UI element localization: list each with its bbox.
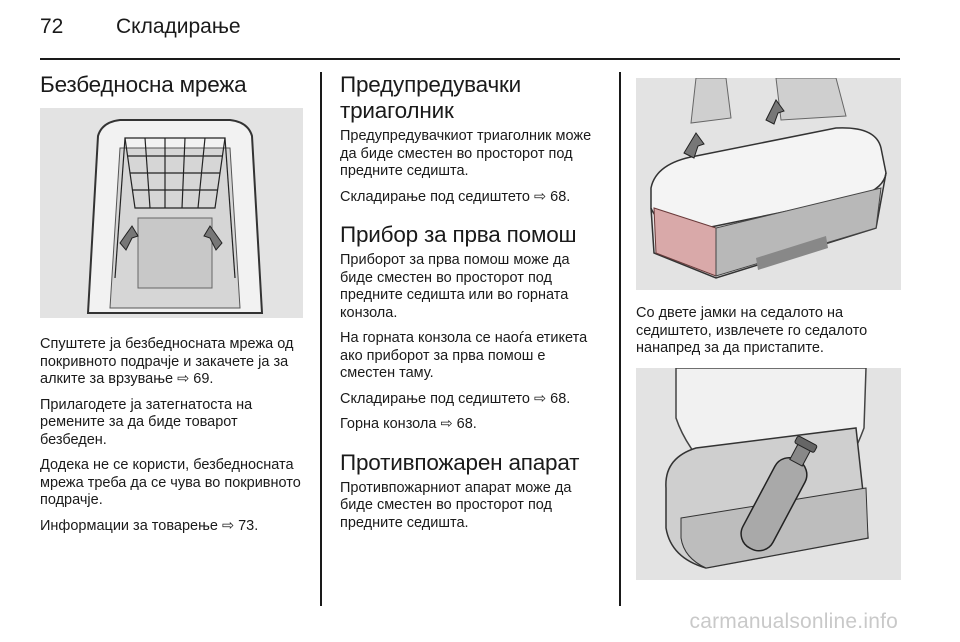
- first-aid-text-4: Горна конзола ⇨ 68.: [340, 416, 477, 432]
- safety-net-text-1: Спуштете ја безбедносната мрежа од покривното подрачје и закачете ја за алките за врзување ⇨ 69.: [40, 336, 294, 387]
- warning-triangle-text-2: Складирање под седиштето ⇨ 68.: [340, 188, 571, 205]
- first-aid-text-2: На горната конзола се наоѓа етикета ако приборот за прва помош е сместен таму.: [340, 330, 588, 381]
- header-divider: [40, 58, 900, 60]
- fire-extinguisher-illustration: [636, 368, 901, 580]
- heading-first-aid: Прибор за прва помош: [340, 222, 577, 247]
- heading-safety-net: Безбедносна мрежа: [40, 72, 247, 97]
- safety-net-text-2: Прилагодете ја затегнатоста на ремените за да биде товарот безбеден.: [40, 396, 253, 448]
- column-divider-1: [320, 72, 322, 606]
- safety-net-text-3: Додека не се користи, безбедносната мрежа треба да се чува во покривното подрачје.: [40, 457, 301, 508]
- safety-net-illustration: [40, 108, 303, 318]
- safety-net-text-4: Информации за товарење ⇨ 73.: [40, 517, 259, 534]
- heading-warning-triangle: Предупредувачки триаголник: [340, 72, 522, 123]
- first-aid-text-1: Приборот за прва помош може да биде сместен во просторот под предните седишта или во горната конзола.: [340, 252, 570, 321]
- column-seat: [636, 72, 902, 580]
- section-title: Складирање: [116, 15, 241, 38]
- fire-extinguisher-text-1: Противпожарниот апарат може да биде сместен во просторот под предните седишта.: [340, 479, 572, 531]
- watermark: carmanualsonline.info: [689, 610, 898, 633]
- column-equipment: [340, 72, 602, 540]
- first-aid-text-3: Складирање под седиштето ⇨ 68.: [340, 390, 571, 407]
- column-safety-net: [40, 72, 305, 543]
- heading-fire-extinguisher: Противпожарен апарат: [340, 449, 580, 475]
- page-number: 72: [40, 15, 64, 38]
- page-header: [0, 0, 960, 60]
- column-divider-2: [619, 72, 621, 606]
- seat-text-1: Со двете јамки на седалото на седиштето, извлечете го седалото нанапред за да пристапите.: [636, 305, 868, 356]
- seat-cushion-illustration: [636, 78, 901, 290]
- warning-triangle-text-1: Предупредувачкиот триаголник може да биде сместен во просторот под предните седишта.: [340, 128, 592, 179]
